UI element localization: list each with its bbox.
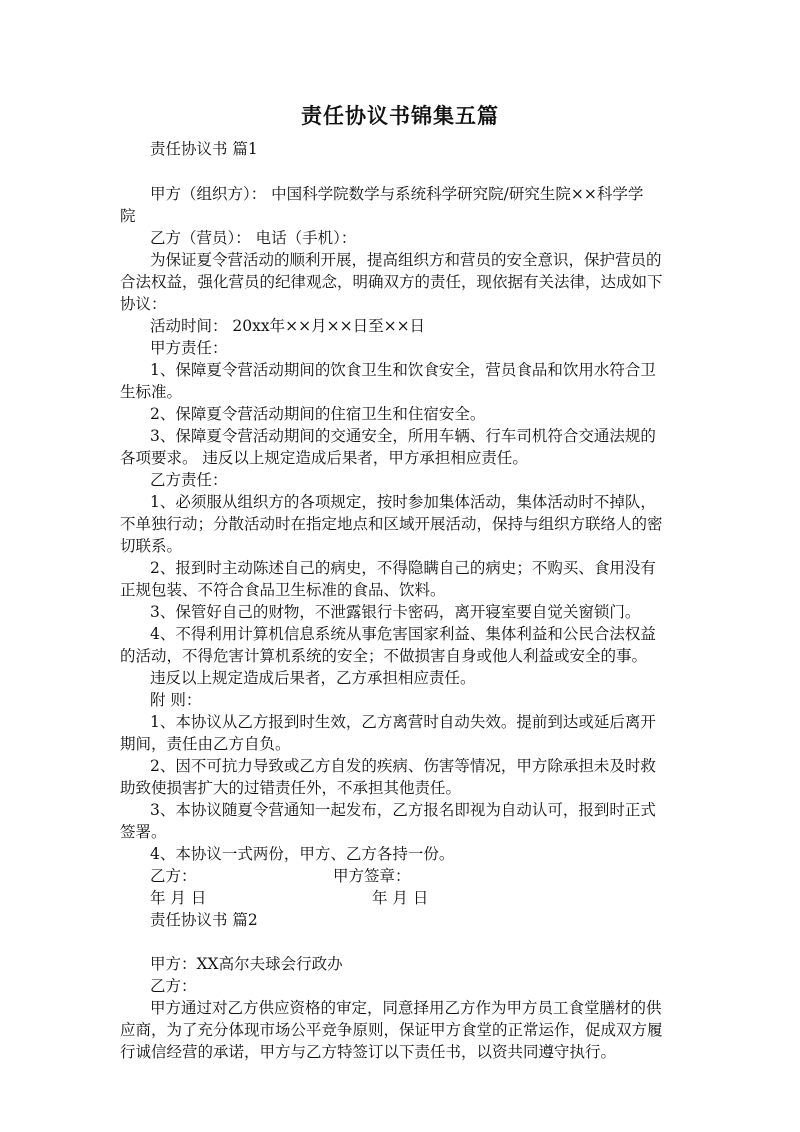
- paragraph-line: 为保证夏令营活动的顺利开展，提高组织方和营员的安全意识，保护营员的: [150, 251, 662, 269]
- paragraph-line: 行诚信经营的承诺，甲方与乙方特签订以下责任书，以资共同遵守执行。: [120, 1043, 617, 1061]
- paragraph-line: 生标准。: [120, 383, 183, 401]
- paragraph-line: 3、本协议随夏令营通知一起发布，乙方报名即视为自动认可，报到时正式: [150, 801, 656, 819]
- party-a-line: 甲方（组织方）： 中国科学院数学与系统科学研究院/研究生院××科学学: [150, 185, 644, 203]
- paragraph-line: 4、本协议一式两份，甲方、乙方各持一份。: [150, 845, 455, 863]
- paragraph-line: 助致使损害扩大的过错责任外，不承担其他责任。: [120, 779, 462, 797]
- paragraph-line: 期间，责任由乙方自负。: [120, 735, 291, 753]
- party-a-line-cont: 院: [120, 207, 136, 225]
- paragraph-line: 2、报到时主动陈述自己的病史，不得隐瞒自己的病史；不购买、食用没有: [150, 559, 656, 577]
- party-b-line: 乙方（营员）： 电话（手机）：: [150, 229, 357, 247]
- section-heading-1: 责任协议书 篇1: [150, 140, 258, 158]
- paragraph-line: 1、保障夏令营活动期间的饮食卫生和饮食安全，营员食品和饮用水符合卫: [150, 361, 656, 379]
- paragraph-line: 2、保障夏令营活动期间的住宿卫生和住宿安全。: [150, 405, 486, 423]
- supplementary-heading: 附 则：: [150, 691, 202, 709]
- paragraph-line: 3、保障夏令营活动期间的交通安全，所用车辆、行车司机符合交通法规的: [150, 427, 656, 445]
- date-party-a: 年 月 日: [372, 889, 429, 907]
- section-heading-2: 责任协议书 篇2: [150, 911, 258, 929]
- paragraph-line: 各项要求。 违反以上规定造成后果者，甲方承担相应责任。: [120, 449, 528, 467]
- paragraph-line: 签署。: [120, 823, 167, 841]
- party-b-line-2: 乙方：: [150, 977, 197, 995]
- paragraph-line: 协议：: [120, 295, 167, 313]
- paragraph-line: 4、不得利用计算机信息系统从事危害国家利益、集体利益和公民合法权益: [150, 625, 656, 643]
- paragraph-line: 正规包装、不符合食品卫生标准的食品、饮料。: [120, 581, 446, 599]
- signature-party-a: 甲方签章：: [333, 867, 411, 885]
- paragraph-line: 合法权益，强化营员的纪律观念，明确双方的责任，现依据有关法律，达成如下: [120, 273, 663, 291]
- party-a-line-2: 甲方：XX高尔夫球会行政办: [150, 955, 343, 973]
- paragraph-line: 1、必须服从组织方的各项规定，按时参加集体活动，集体活动时不掉队，: [150, 493, 656, 511]
- paragraph-line: 2、因不可抗力导致或乙方自发的疾病、伤害等情况，甲方除承担未及时救: [150, 757, 656, 775]
- paragraph-line: 的活动，不得危害计算机系统的安全；不做损害自身或他人利益或安全的事。: [120, 647, 648, 665]
- date-party-b: 年 月 日: [150, 889, 207, 907]
- party-a-duties-heading: 甲方责任：: [150, 339, 228, 357]
- paragraph-line: 应商，为了充分体现市场公平竞争原则，保证甲方食堂的正常运作，促成双方履: [120, 1021, 663, 1039]
- party-b-duties-heading: 乙方责任：: [150, 471, 228, 489]
- signature-party-b: 乙方：: [150, 867, 197, 885]
- activity-time: 活动时间： 20xx年××月××日至××日: [150, 317, 426, 335]
- paragraph-line: 违反以上规定造成后果者，乙方承担相应责任。: [150, 669, 476, 687]
- document-title: 责任协议书锦集五篇: [301, 103, 499, 128]
- paragraph-line: 1、本协议从乙方报到时生效，乙方离营时自动失效。提前到达或延后离开: [150, 713, 656, 731]
- paragraph-line: 切联系。: [120, 537, 183, 555]
- paragraph-line: 3、保管好自己的财物，不泄露银行卡密码，离开寝室要自觉关窗锁门。: [150, 603, 641, 621]
- paragraph-line: 不单独行动；分散活动时在指定地点和区域开展活动，保持与组织方联络人的密: [120, 515, 663, 533]
- paragraph-line: 甲方通过对乙方供应资格的审定，同意择用乙方作为甲方员工食堂膳材的供: [150, 999, 662, 1017]
